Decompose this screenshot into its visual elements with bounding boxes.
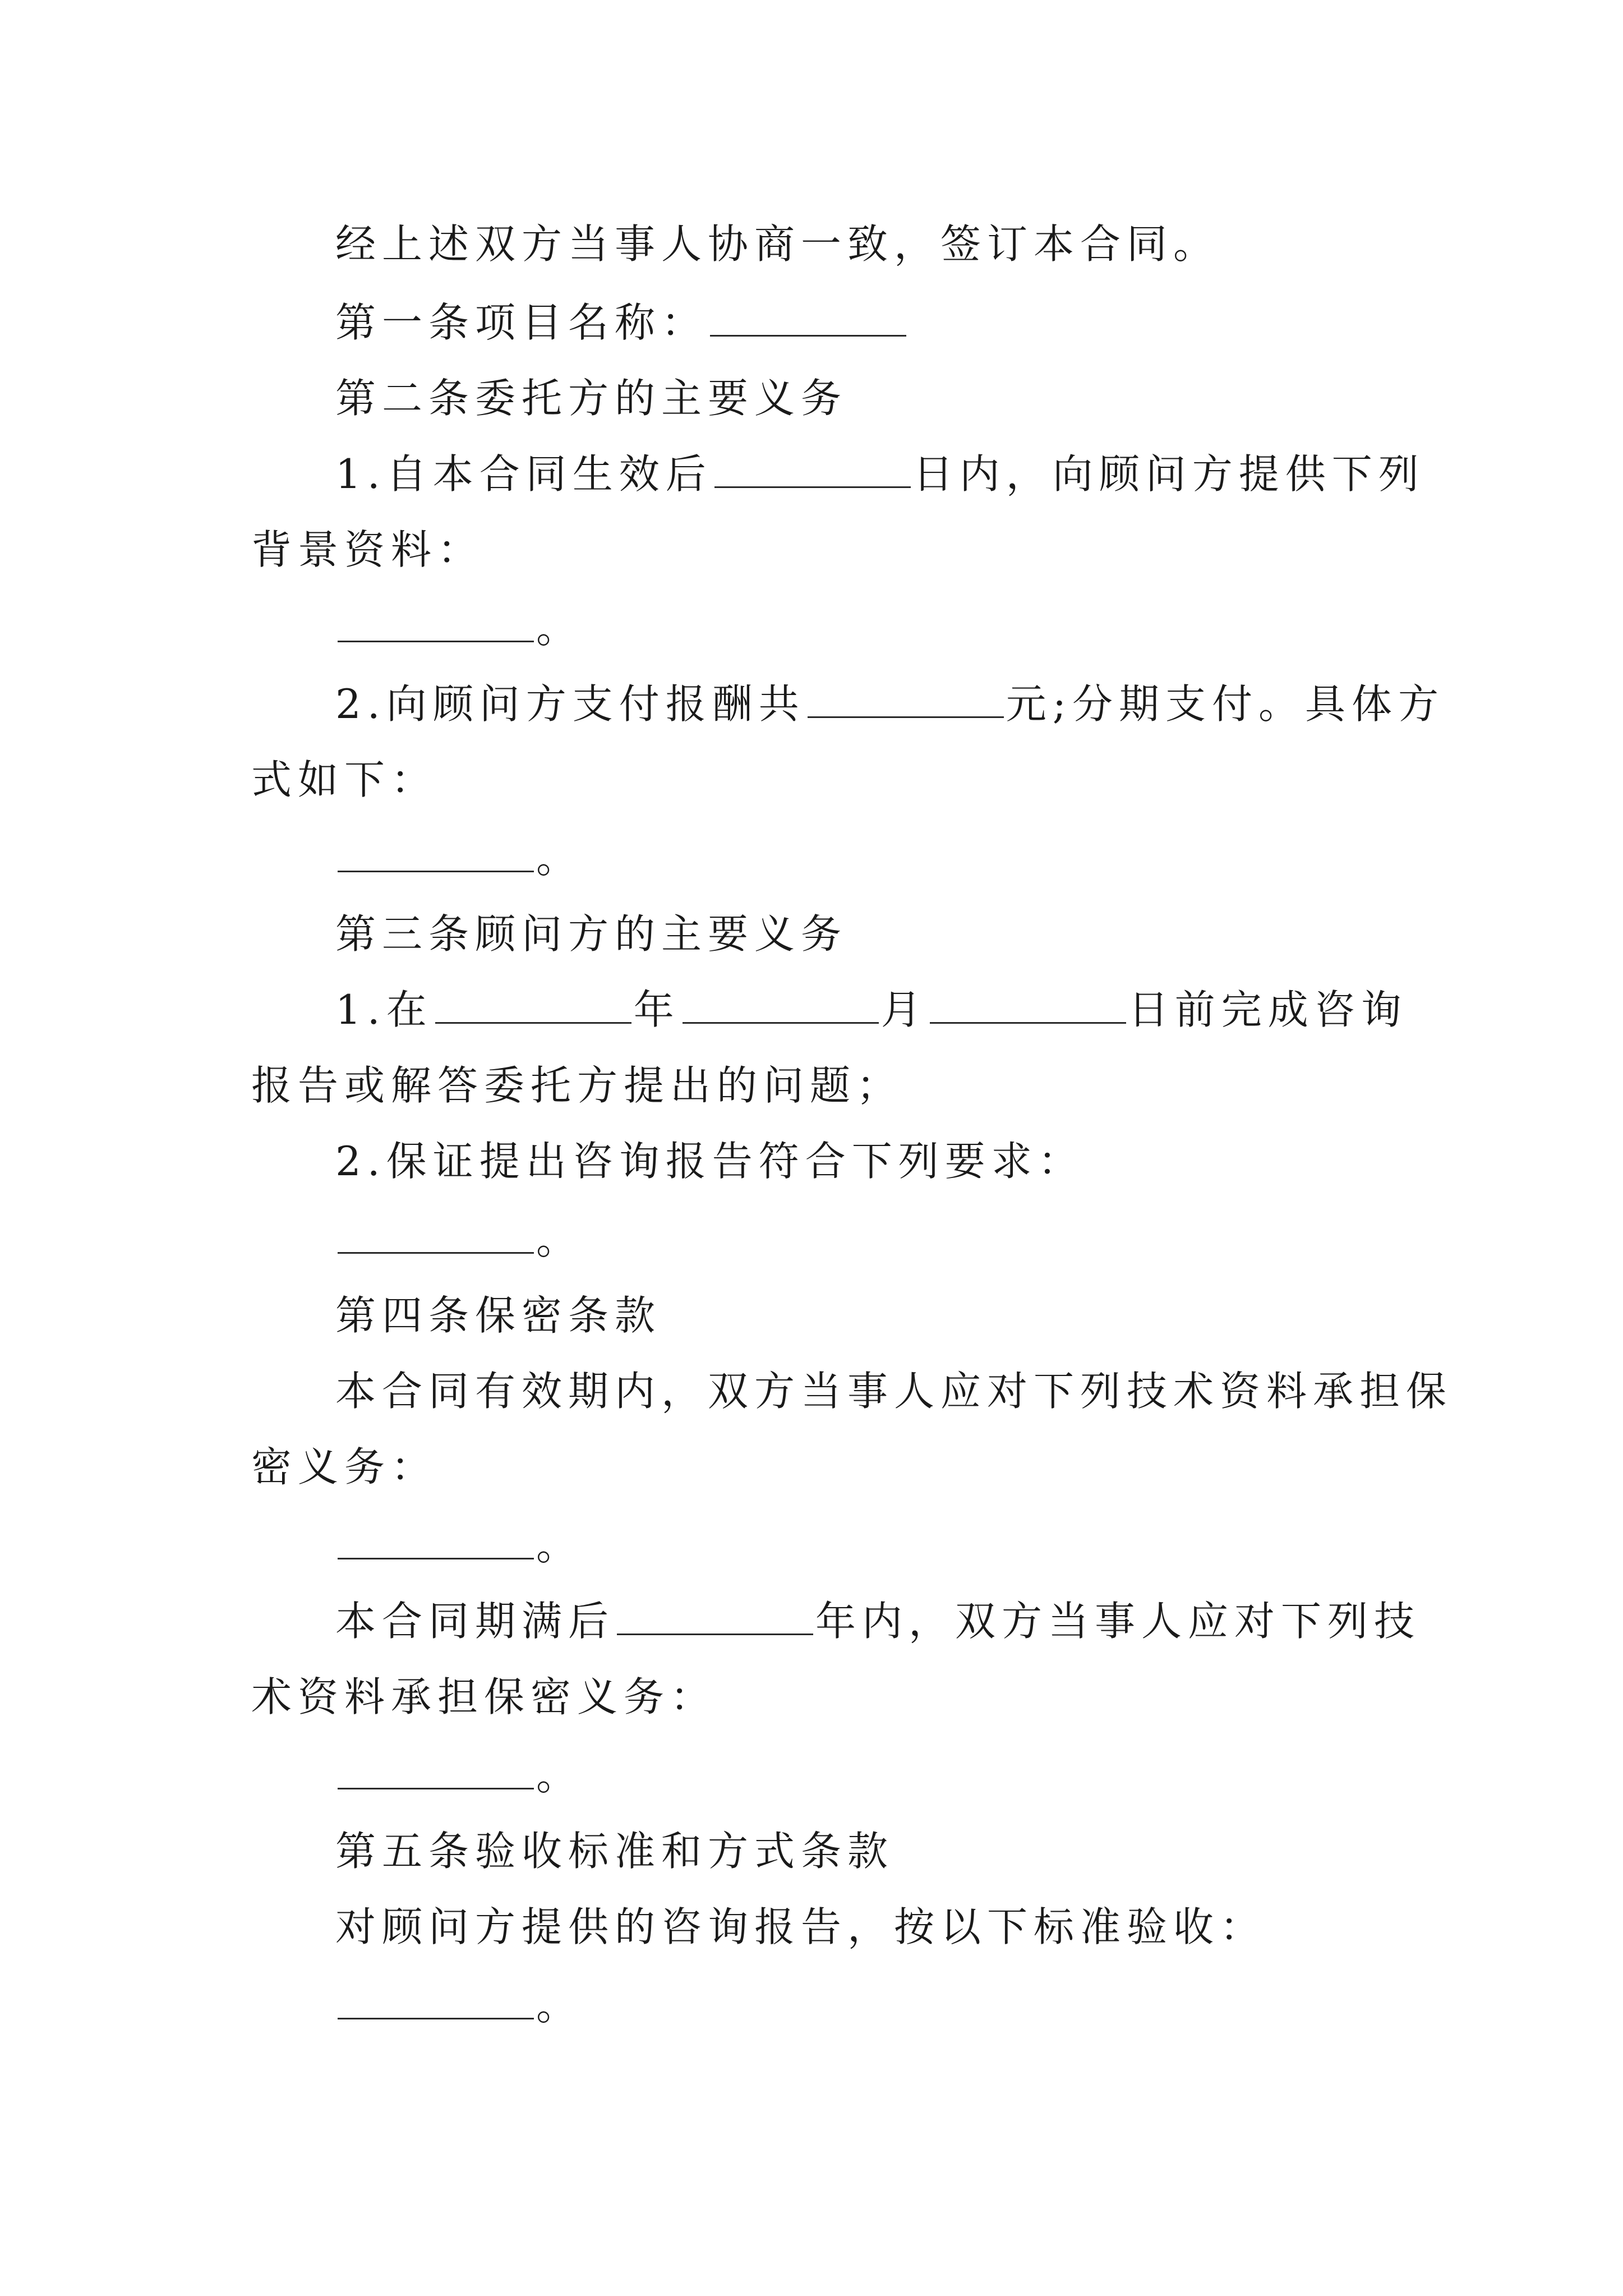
fill-in-blank-day[interactable]: [930, 983, 1126, 1024]
text-line: [335, 1212, 583, 1268]
text-run: 。: [536, 1982, 583, 2029]
text-run: 月: [880, 986, 928, 1033]
text-run: 。: [536, 835, 583, 882]
fill-in-blank-project-name[interactable]: [710, 296, 906, 337]
text-run: 日前完成咨询: [1128, 986, 1408, 1033]
text-line: [251, 522, 484, 578]
section-heading: [335, 1823, 894, 1879]
text-run: 。: [536, 1216, 583, 1263]
text-line: [335, 600, 583, 656]
text-line: [251, 1669, 717, 1725]
text-line: [251, 1057, 903, 1114]
section-heading: [335, 370, 847, 426]
fill-in-blank-payment-method[interactable]: [338, 831, 534, 872]
text-run: 背景资料：: [251, 526, 485, 573]
text-run: 第二条委托方的主要义务: [335, 375, 848, 422]
fill-in-blank-report-requirements[interactable]: [338, 1213, 534, 1254]
text-line: [335, 446, 1425, 502]
text-line: [335, 1899, 1266, 1955]
text-run: 第四条保密条款: [335, 1292, 662, 1339]
text-line: [335, 1593, 1421, 1649]
text-line: [335, 1747, 583, 1803]
text-line: [335, 982, 1408, 1038]
text-line: [335, 1977, 583, 2033]
fill-in-blank-month[interactable]: [683, 983, 879, 1024]
text-run: 对顾问方提供的咨询报告，按以下标准验收：: [335, 1903, 1267, 1950]
text-run: 2.保证提出咨询报告符合下列要求：: [335, 1138, 1085, 1185]
fill-in-blank-year[interactable]: [435, 983, 631, 1024]
text-run: 第三条顾问方的主要义务: [335, 910, 848, 958]
text-run: 2.向顾问方支付报酬共: [335, 680, 805, 728]
text-run: 。: [536, 1522, 583, 1569]
fill-in-blank-confidential-materials[interactable]: [338, 1519, 534, 1559]
section-heading: [335, 906, 847, 962]
text-line: [335, 216, 1220, 272]
text-run: 。: [536, 605, 583, 652]
fill-in-blank-acceptance-standard[interactable]: [338, 1978, 534, 2019]
text-run: 本合同期满后: [335, 1598, 615, 1645]
text-run: 年: [633, 986, 680, 1033]
text-line: [251, 1439, 437, 1495]
text-run: 密义务：: [251, 1443, 438, 1490]
text-run: 术资料承担保密义务：: [251, 1673, 717, 1720]
fill-in-blank-payment-amount[interactable]: [808, 677, 1004, 718]
text-line: [335, 1517, 583, 1573]
text-run: 式如下：: [251, 756, 438, 803]
text-run: 经上述双方当事人协商一致，签订本合同。: [335, 220, 1220, 268]
text-run: 1.在: [335, 986, 433, 1033]
section-heading: [335, 1287, 661, 1343]
text-run: 元;分期支付。具体方: [1006, 680, 1445, 728]
text-line: [335, 830, 583, 886]
fill-in-blank-background-materials[interactable]: [338, 601, 534, 642]
text-run: 本合同有效期内，双方当事人应对下列技术资料承担保: [335, 1368, 1453, 1415]
text-run: 年内，双方当事人应对下列技: [815, 1598, 1421, 1645]
text-line: [251, 752, 437, 808]
text-run: 报告或解答委托方提出的问题；: [251, 1062, 903, 1109]
text-line: [335, 295, 909, 351]
text-line: [335, 1363, 1453, 1419]
fill-in-blank-post-expiry-materials[interactable]: [338, 1749, 534, 1789]
text-run: 日内，向顾问方提供下列: [912, 450, 1425, 498]
text-line: [335, 676, 1445, 732]
text-line: [335, 1133, 1085, 1189]
text-run: 。: [536, 1752, 583, 1799]
fill-in-blank-days[interactable]: [714, 447, 911, 488]
text-run: 第一条项目名称：: [335, 299, 708, 346]
fill-in-blank-years-after-expiry[interactable]: [617, 1594, 813, 1635]
text-run: 1.自本合同生效后: [335, 450, 712, 498]
text-run: 第五条验收标准和方式条款: [335, 1828, 895, 1875]
